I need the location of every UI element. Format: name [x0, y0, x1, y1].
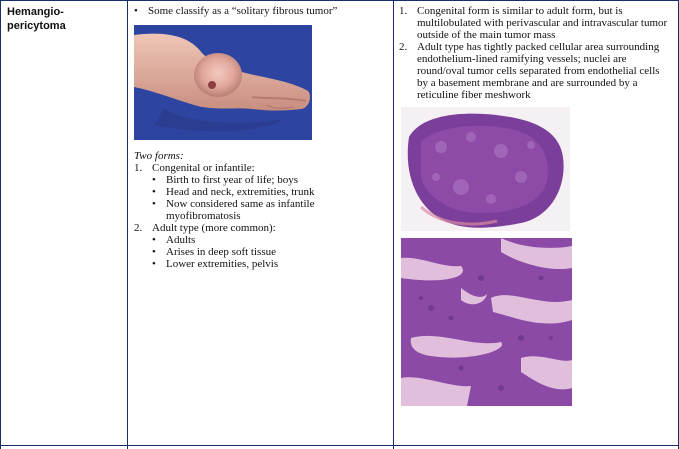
pathology-column	[399, 5, 671, 406]
form-2-number: 2.	[134, 222, 143, 234]
list-item: • Birth to first year of life; boys	[152, 174, 298, 186]
list-item: • Now considered same as infantile myofibromatosis	[152, 198, 315, 222]
form-1-items	[152, 174, 388, 222]
path-point-1	[399, 5, 671, 41]
form-2-label: Adult type (more common):	[152, 222, 276, 234]
foot-illustration	[134, 25, 312, 140]
list-item: • Adults	[152, 234, 196, 246]
clinical-photo-foot	[134, 25, 312, 140]
list-item: • Head and neck, extremities, trunk	[152, 186, 315, 198]
forms-heading: Two forms:	[134, 150, 184, 162]
path-point-2-number: 2.	[399, 41, 408, 53]
histology-high-power-image	[401, 238, 572, 406]
high-power-micrograph	[401, 238, 572, 406]
intro-bullet-text: Some classify as a “solitary fibrous tumor”	[148, 5, 338, 17]
form-2	[134, 222, 388, 234]
intro-bullet	[134, 5, 388, 17]
path-point-1-number: 1.	[399, 5, 408, 17]
path-point-2-text: Adult type has tightly packed cellular area surrounding endothelium-lined ramifying vessels; nuclei are round/oval tumor cells separated from endothelial cells by a basement membrane and are surrounded by a reticuline fiber meshwork	[417, 41, 660, 101]
table-top-rule	[0, 0, 679, 1]
histology-low-power-image	[401, 107, 570, 231]
list-item: • Lower extremities, pelvis	[152, 258, 279, 270]
path-point-1-text: Congenital form is similar to adult form, but is multilobulated with perivascular and intravascular tumor outside of the main tumor mass	[417, 5, 668, 41]
form-2-items	[152, 234, 388, 270]
clinical-column	[134, 5, 388, 270]
term-heading: Hemangio- pericytoma	[7, 6, 66, 32]
column-divider-1	[127, 0, 128, 449]
list-item: • Arises in deep soft tissue	[152, 246, 276, 258]
low-power-micrograph	[401, 107, 570, 231]
table-bottom-rule	[0, 445, 679, 446]
table-left-rule	[0, 0, 1, 449]
form-1	[134, 162, 388, 174]
bullet-glyph: •	[134, 5, 138, 17]
path-point-2	[399, 41, 671, 101]
form-1-label: Congenital or infantile:	[152, 162, 255, 174]
column-divider-2	[393, 0, 394, 449]
form-1-number: 1.	[134, 162, 143, 174]
